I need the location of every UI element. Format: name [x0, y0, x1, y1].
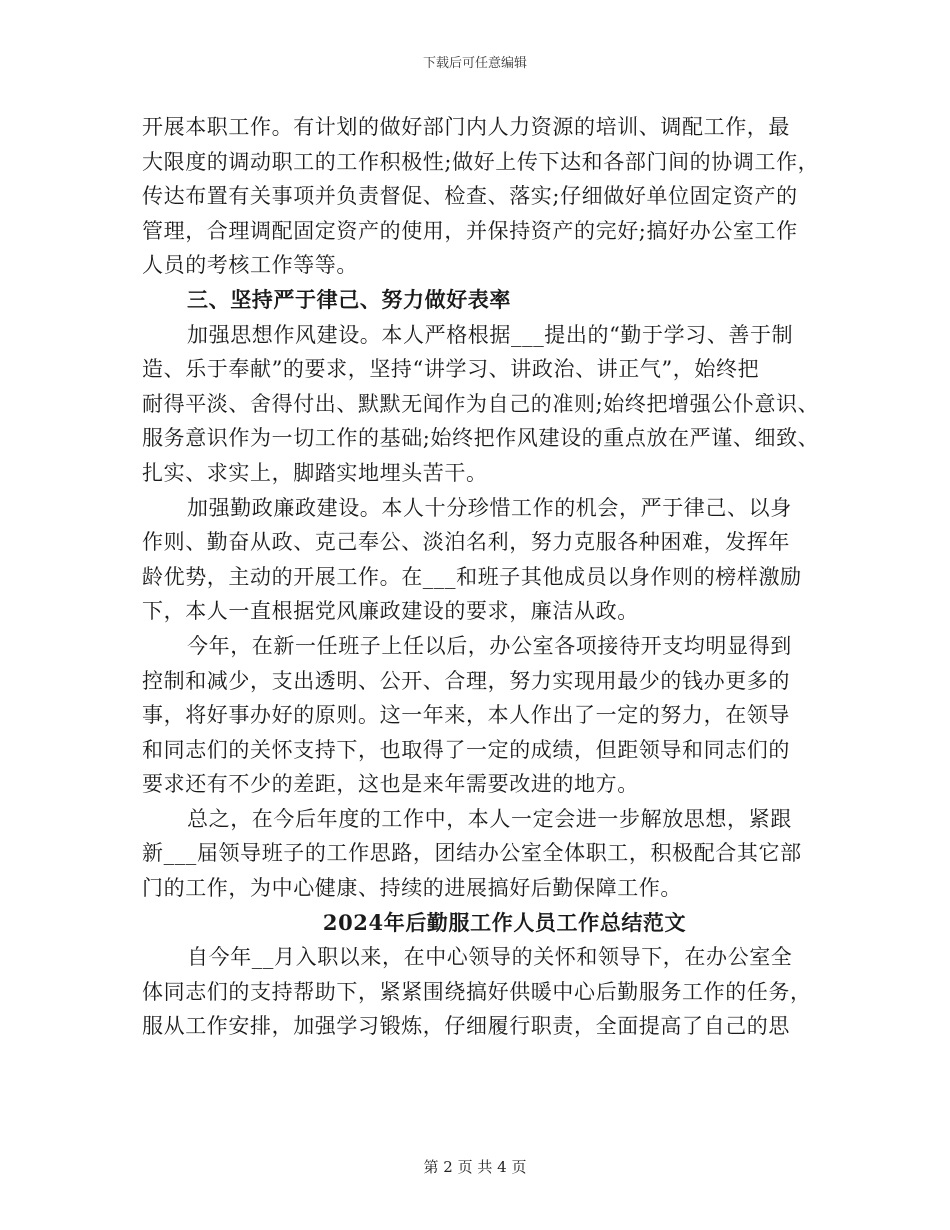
body-line: 服务意识作为一切工作的基础;始终把作风建设的重点放在严谨、细致、 [142, 426, 820, 451]
page-header: 下载后可任意编辑 [422, 56, 527, 71]
body-line: 传达布置有关事项并负责督促、检查、落实;仔细做好单位固定资产的 [142, 184, 798, 209]
body-line: 耐得平淡、舍得付出、默默无闻作为自己的准则;始终把增强公仆意识、 [142, 391, 820, 416]
document-body [142, 110, 822, 1044]
body-line: 人员的考核工作等等。 [142, 253, 358, 278]
body-line: 下，本人一直根据党风廉政建设的要求，廉洁从政。 [142, 599, 639, 624]
body-line: 门的工作，为中心健康、持续的进展搞好后勤保障工作。 [142, 876, 682, 901]
section-heading: 三、坚持严于律己、努力做好表率 [187, 286, 511, 312]
body-line: 加强勤政廉政建设。本人十分珍惜工作的机会，严于律己、以身 [187, 495, 792, 520]
body-line: 管理，合理调配固定资产的使用，并保持资产的完好;搞好办公室工作 [142, 218, 798, 243]
body-line: 造、乐于奉献”的要求，坚持“讲学习、讲政治、讲正气”，始终把 [142, 357, 760, 382]
body-line: 要求还有不少的差距，这也是来年需要改进的地方。 [142, 772, 639, 797]
body-line: 大限度的调动职工的工作积极性;做好上传下达和各部门间的协调工作， [142, 149, 820, 174]
page-footer: 第 2 页 共 4 页 [423, 1158, 527, 1176]
body-line: 扎实、求实上，脚踏实地埋头苦干。 [142, 460, 488, 485]
body-line: 总之，在今后年度的工作中，本人一定会进一步解放思想，紧跟 [187, 806, 792, 831]
body-line: 体同志们的支持帮助下，紧紧围绕搞好供暖中心后勤服务工作的任务， [142, 979, 812, 1004]
body-line: 控制和减少，支出透明、公开、合理，努力实现用最少的钱办更多的 [142, 668, 790, 693]
body-line: 新___届领导班子的工作思路，团结办公室全体职工，积极配合其它部 [142, 841, 802, 866]
body-line: 作则、勤奋从政、克己奉公、淡泊名利，努力克服各种困难，发挥年 [142, 530, 790, 555]
body-line: 龄优势，主动的开展工作。在___和班子其他成员以身作则的榜样激励 [142, 564, 802, 589]
body-line: 加强思想作风建设。本人严格根据___提出的“勤于学习、善于制 [187, 322, 794, 347]
body-line: 事，将好事办好的原则。这一年来，本人作出了一定的努力，在领导 [142, 703, 790, 728]
body-line: 开展本职工作。有计划的做好部门内人力资源的培训、调配工作，最 [142, 115, 790, 139]
body-line: 自今年__月入职以来，在中心领导的关怀和领导下，在办公室全 [187, 945, 793, 970]
body-line: 服从工作安排，加强学习锻炼，仔细履行职责，全面提高了自己的思 [142, 1014, 790, 1039]
article-title: 2024年后勤服工作人员工作总结范文 [322, 909, 687, 935]
body-line: 今年，在新一任班子上任以后，办公室各项接待开支均明显得到 [187, 633, 792, 658]
body-line: 和同志们的关怀支持下，也取得了一定的成绩，但距领导和同志们的 [142, 737, 790, 762]
